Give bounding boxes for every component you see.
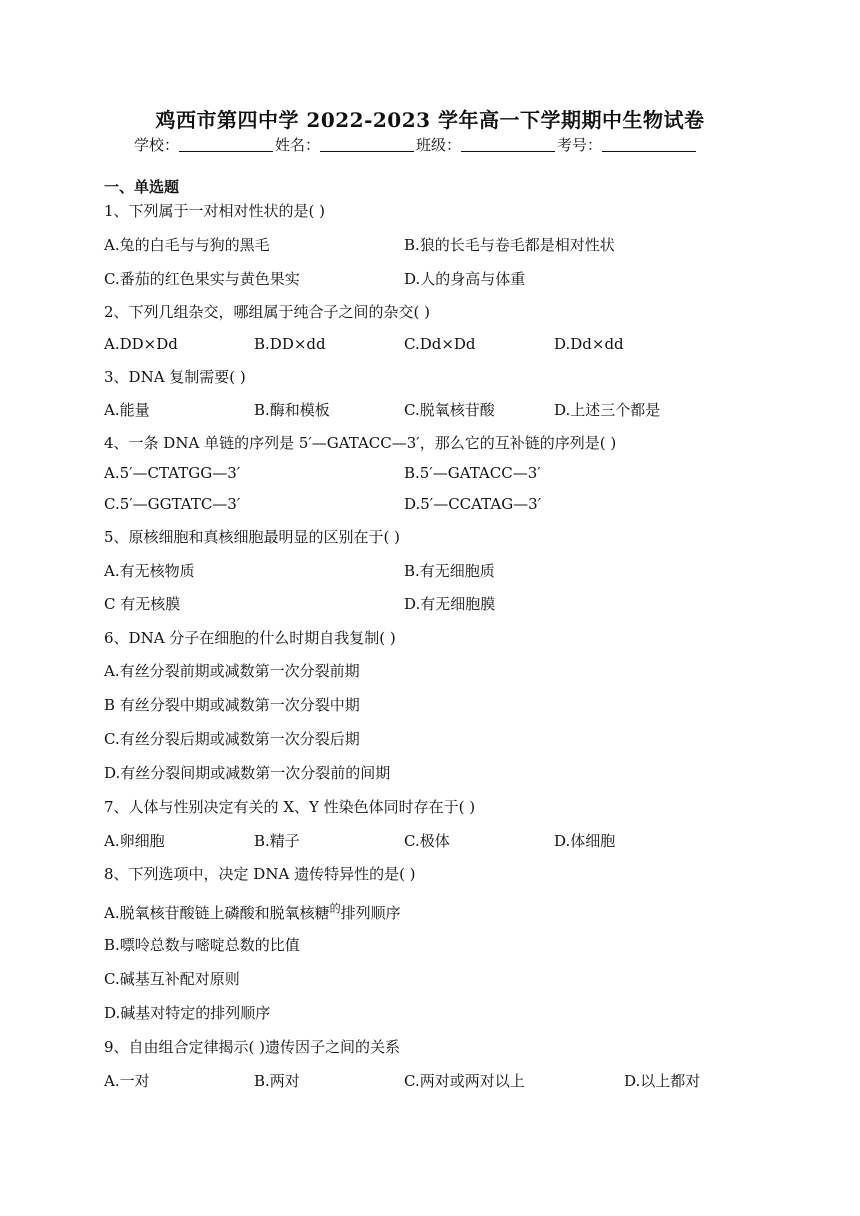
option-b: B 有丝分裂中期或减数第一次分裂中期 (104, 696, 360, 714)
id-blank[interactable] (602, 137, 696, 152)
exam-title: 鸡西市第四中学 2022-2023 学年高一下学期期中生物试卷 (155, 108, 705, 132)
option-b: B.酶和模板 (254, 401, 330, 419)
option-c: C.碱基互补配对原则 (104, 970, 240, 988)
class-blank[interactable] (461, 137, 555, 152)
option-c: C.5′—GGTATC—3′ (104, 495, 241, 513)
question-stem: 6、DNA 分子在细胞的什么时期自我复制( ) (104, 629, 396, 647)
id-label: 考号： (557, 136, 603, 154)
question-stem: 5、原核细胞和真核细胞最明显的区别在于( ) (104, 528, 401, 546)
option-c: C 有无核膜 (104, 595, 181, 613)
option-d: D.体细胞 (554, 832, 616, 850)
option-c: C.极体 (404, 832, 450, 850)
option-a-tail: 排列顺序 (340, 904, 401, 922)
option-a: A.有丝分裂前期或减数第一次分裂前期 (104, 662, 360, 680)
option-c: C.有丝分裂后期或减数第一次分裂后期 (104, 730, 360, 748)
option-a: A.卵细胞 (104, 832, 165, 850)
option-c: C.Dd×Dd (404, 335, 476, 353)
option-a: A.DD×Dd (104, 335, 178, 353)
option-a-superscript: 的 (329, 902, 341, 915)
name-blank[interactable] (320, 137, 414, 152)
option-b: B.狼的长毛与卷毛都是相对性状 (404, 236, 615, 254)
option-c: C.两对或两对以上 (404, 1072, 525, 1090)
option-a: A.能量 (104, 401, 150, 419)
option-d: D.以上都对 (624, 1072, 701, 1090)
question-stem: 2、下列几组杂交，哪组属于纯合子之间的杂交( ) (104, 303, 431, 321)
option-c: C.番茄的红色果实与黄色果实 (104, 270, 300, 288)
school-blank[interactable] (179, 137, 273, 152)
option-b: B.有无细胞质 (404, 562, 495, 580)
option-b: B.DD×dd (254, 335, 326, 353)
option-a: A.5′—CTATGG—3′ (104, 464, 241, 482)
option-b: B.嘌呤总数与嘧啶总数的比值 (104, 936, 300, 954)
option-a: A.有无核物质 (104, 562, 195, 580)
question-stem: 1、下列属于一对相对性状的是( ) (104, 202, 326, 220)
option-a-text: A.脱氧核苷酸链上磷酸和脱氧核糖 (104, 904, 330, 922)
question-stem: 9、自由组合定律揭示( )遗传因子之间的关系 (104, 1038, 401, 1056)
option-c: C.脱氧核苷酸 (404, 401, 495, 419)
option-a: A.一对 (104, 1072, 150, 1090)
option-a (104, 900, 401, 923)
option-d: D.5′—CCATAG—3′ (404, 495, 542, 513)
option-b: B.精子 (254, 832, 300, 850)
option-b: B.两对 (254, 1072, 300, 1090)
option-d: D.有无细胞膜 (404, 595, 496, 613)
question-stem: 3、DNA 复制需要( ) (104, 368, 246, 386)
class-label: 班级： (416, 136, 462, 154)
option-d: D.上述三个都是 (554, 401, 661, 419)
option-d: D.人的身高与体重 (404, 270, 526, 288)
question-stem: 4、一条 DNA 单链的序列是 5′—GATACC—3′，那么它的互补链的序列是( ) (104, 434, 617, 452)
option-d: D.有丝分裂间期或减数第一次分裂前的间期 (104, 764, 391, 782)
option-b: B.5′—GATACC—3′ (404, 464, 541, 482)
section-heading: 一、单选题 (104, 178, 180, 196)
option-d: D.Dd×dd (554, 335, 624, 353)
name-label: 姓名： (275, 136, 321, 154)
question-stem: 8、下列选项中，决定 DNA 遗传特异性的是( ) (104, 865, 416, 883)
question-stem: 7、人体与性别决定有关的 X、Y 性染色体同时存在于( ) (104, 798, 476, 816)
option-a: A.兔的白毛与与狗的黑毛 (104, 236, 270, 254)
option-d: D.碱基对特定的排列顺序 (104, 1004, 271, 1022)
school-label: 学校： (134, 136, 180, 154)
student-info-line (134, 134, 698, 155)
